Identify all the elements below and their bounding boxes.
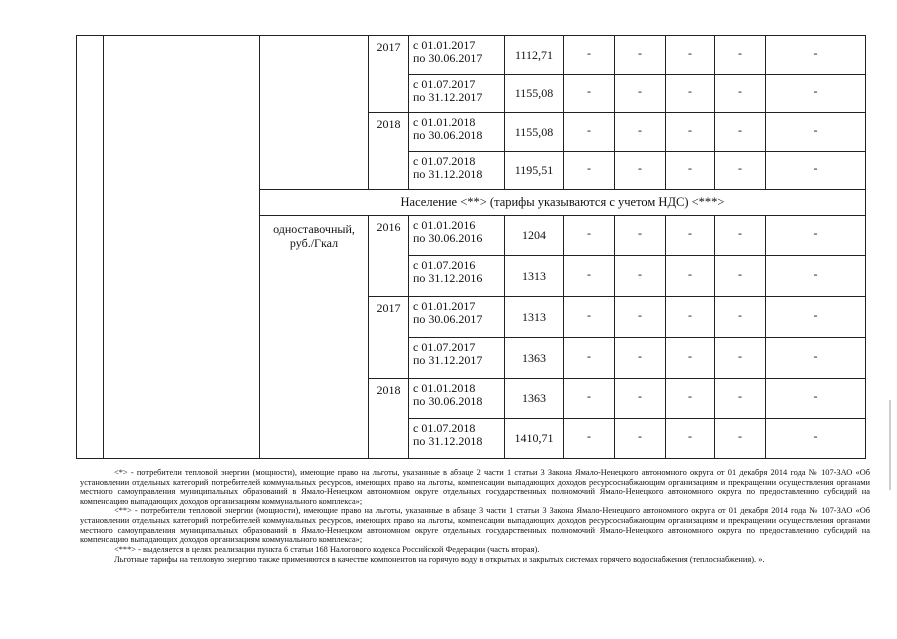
period-cell — [409, 419, 505, 459]
empty-value-dash: - — [715, 338, 766, 379]
period-end: по 31.12.2017 — [413, 90, 483, 104]
period-start: с 01.01.2017 — [413, 299, 476, 313]
year-cell: 2017 — [369, 297, 409, 379]
empty-value-dash: - — [766, 419, 866, 459]
period-end: по 30.06.2016 — [413, 231, 483, 245]
period-start: с 01.01.2017 — [413, 38, 476, 52]
tariff-value: 1363 — [505, 338, 564, 379]
period-start: с 01.01.2016 — [413, 218, 476, 232]
organization-cell — [104, 36, 260, 459]
tariff-value: 1155,08 — [505, 113, 564, 152]
period-end: по 30.06.2017 — [413, 51, 483, 65]
empty-value-dash: - — [615, 338, 666, 379]
empty-value-dash: - — [564, 216, 615, 256]
empty-value-dash: - — [666, 36, 715, 75]
empty-value-dash: - — [666, 216, 715, 256]
period-end: по 30.06.2017 — [413, 312, 483, 326]
empty-value-dash: - — [615, 113, 666, 152]
footnote-4: Льготные тарифы на тепловую энергию также применяются в качестве компонентов на горячую воду в открытых и закрытых системах горячего водоснабжения (теплоснабжения). ». — [114, 555, 765, 565]
period-cell — [409, 256, 505, 297]
tariff-value: 1195,51 — [505, 152, 564, 190]
table-row — [77, 36, 866, 75]
empty-value-dash: - — [564, 297, 615, 338]
period-end: по 31.12.2016 — [413, 271, 483, 285]
period-start: с 01.07.2017 — [413, 340, 476, 354]
empty-value-dash: - — [615, 216, 666, 256]
empty-value-dash: - — [615, 379, 666, 419]
year-cell: 2018 — [369, 113, 409, 190]
footnote-1: <*> - потребители тепловой энергии (мощности), имеющие право на льготы, указанные в абзаце 2 части 1 статьи 3 Закона Ямало-Ненецкого автономного округа от 01 декабря 2014 года № 107-ЗАО «Об установлении отдельных категорий потребителей коммунальных ресурсов, имеющих право на льготы, компенсации выпадающих доходов ресурсоснабжающим организациям и прекращении осуществления органами местного самоуправления муниципальных образований в Ямало-Ненецком автономном округе отдельных государственных полномочий Ямало-Ненецкого автономного округа по предоставлению субсидий на компенсацию выпадающих доходов организациям коммунального комплекса»; — [80, 468, 870, 506]
empty-value-dash: - — [766, 216, 866, 256]
period-cell — [409, 36, 505, 75]
empty-value-dash: - — [564, 152, 615, 190]
period-cell — [409, 75, 505, 113]
empty-value-dash: - — [766, 152, 866, 190]
empty-value-dash: - — [666, 113, 715, 152]
empty-value-dash: - — [766, 75, 866, 113]
period-end: по 30.06.2018 — [413, 128, 483, 142]
empty-value-dash: - — [766, 379, 866, 419]
empty-value-dash: - — [666, 75, 715, 113]
consumer-type-line-1: одноставочный, — [273, 222, 355, 236]
tariff-table-body — [77, 36, 866, 459]
empty-value-dash: - — [615, 36, 666, 75]
empty-value-dash: - — [715, 152, 766, 190]
period-end: по 31.12.2018 — [413, 167, 483, 181]
empty-value-dash: - — [615, 75, 666, 113]
empty-value-dash: - — [564, 419, 615, 459]
empty-value-dash: - — [564, 256, 615, 297]
empty-value-dash: - — [564, 75, 615, 113]
empty-value-dash: - — [564, 338, 615, 379]
index-cell — [77, 36, 104, 459]
tariff-table — [76, 35, 866, 459]
period-cell — [409, 338, 505, 379]
period-cell — [409, 216, 505, 256]
period-end: по 30.06.2018 — [413, 394, 483, 408]
tariff-value: 1112,71 — [505, 36, 564, 75]
footnote-2: <**> - потребители тепловой энергии (мощности), имеющие право на льготы, указанные в абзаце 3 части 1 статьи 3 Закона Ямало-Ненецкого автономного округа от 01 декабря 2014 года № 107-ЗАО «Об установлении отдельных категорий потребителей коммунальных ресурсов, имеющих право на льготы, компенсации выпадающих доходов ресурсоснабжающим организациям и прекращении осуществления органами местного самоуправления муниципальных образований в Ямало-Ненецком автономном округе отдельных государственных полномочий Ямало-Ненецкого автономного округа по предоставлению субсидий на компенсацию выпадающих доходов организациям коммунального комплекса»; — [80, 506, 870, 545]
period-start: с 01.01.2018 — [413, 115, 476, 129]
tariff-value: 1363 — [505, 379, 564, 419]
section-title: Население <**> (тарифы указываются с учетом НДС) <***> — [260, 190, 866, 216]
consumer-type-cell-top — [260, 36, 369, 190]
empty-value-dash: - — [766, 113, 866, 152]
empty-value-dash: - — [666, 152, 715, 190]
empty-value-dash: - — [715, 379, 766, 419]
period-start: с 01.01.2018 — [413, 381, 476, 395]
consumer-type-cell — [260, 216, 369, 459]
empty-value-dash: - — [766, 36, 866, 75]
scan-artifact — [889, 400, 891, 490]
consumer-type-line-2: руб./Гкал — [289, 236, 339, 250]
empty-value-dash: - — [766, 256, 866, 297]
period-cell — [409, 379, 505, 419]
tariff-value: 1410,71 — [505, 419, 564, 459]
period-cell — [409, 113, 505, 152]
period-start: с 01.07.2018 — [413, 421, 476, 435]
tariff-value: 1204 — [505, 216, 564, 256]
empty-value-dash: - — [615, 297, 666, 338]
empty-value-dash: - — [666, 419, 715, 459]
footnote-3: <***> - выделяется в целях реализации пункта 6 статьи 168 Налогового кодекса Российской Федерации (часть вторая). — [114, 544, 540, 554]
tariff-value: 1313 — [505, 297, 564, 338]
year-cell: 2018 — [369, 379, 409, 459]
footnotes — [80, 468, 870, 565]
empty-value-dash: - — [715, 75, 766, 113]
year-cell: 2016 — [369, 216, 409, 297]
period-start: с 01.07.2018 — [413, 154, 476, 168]
period-end: по 31.12.2017 — [413, 353, 483, 367]
empty-value-dash: - — [715, 419, 766, 459]
empty-value-dash: - — [564, 36, 615, 75]
period-cell — [409, 297, 505, 338]
empty-value-dash: - — [715, 256, 766, 297]
tariff-value: 1155,08 — [505, 75, 564, 113]
empty-value-dash: - — [615, 256, 666, 297]
empty-value-dash: - — [715, 216, 766, 256]
empty-value-dash: - — [564, 113, 615, 152]
empty-value-dash: - — [715, 113, 766, 152]
empty-value-dash: - — [666, 297, 715, 338]
empty-value-dash: - — [564, 379, 615, 419]
empty-value-dash: - — [766, 297, 866, 338]
empty-value-dash: - — [715, 297, 766, 338]
period-end: по 31.12.2018 — [413, 434, 483, 448]
empty-value-dash: - — [615, 152, 666, 190]
empty-value-dash: - — [666, 256, 715, 297]
period-start: с 01.07.2017 — [413, 77, 476, 91]
tariff-value: 1313 — [505, 256, 564, 297]
empty-value-dash: - — [615, 419, 666, 459]
year-cell: 2017 — [369, 36, 409, 113]
period-cell — [409, 152, 505, 190]
empty-value-dash: - — [715, 36, 766, 75]
empty-value-dash: - — [666, 338, 715, 379]
period-start: с 01.07.2016 — [413, 258, 476, 272]
empty-value-dash: - — [766, 338, 866, 379]
empty-value-dash: - — [666, 379, 715, 419]
